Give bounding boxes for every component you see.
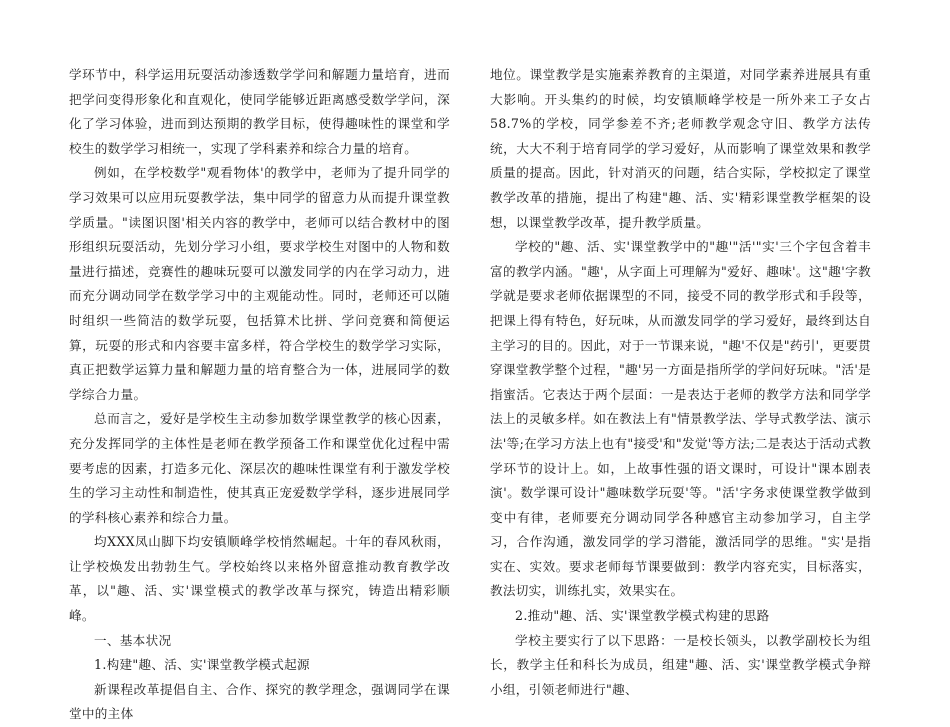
paragraph-three-words: 学校的"趣、活、实'课堂教学中的"趣'"活'"实'三个字包含着丰富的教学内涵。"趣'，从字面上可理解为"爱好、趣味'。这"趣'字教学就是要求老师依据课型的不同，接受不同的教学形式和手段等，把课上得有特色，好玩味，从而激发同学的学习爱好，最终到达自主学习的目的。因此，对于一节课来说，"趣'不仅是"药引'，更要贯穿课堂教学整个过程，"趣'另一方面是指所学的学问好玩味。"活'是指蜜活。它表达于两个层面：一是表达于老师的教学方法和同学学法上的灵敏多样。如在教法上有"情景教学法、学导式教学法、演示法'等;在学习方法上也有"接受'和"发觉'等方法;二是表达于活动式教学环节的设计上。如，上故事性强的语文课时，可设计"课本剧表演'。数学课可设计"趣味数学玩耍'等。"活'字务求使课堂教学做到变中有律，老师要充分调动同学各种感官主动参加学习，自主学习，合作沟通，激发同学的学习潜能，激活同学的思维。"实'是指实在、实效。要求老师每节课要做到：教学内容充实，目标落实，教法切实，训练扎实，效果实在。 (490, 239, 871, 599)
paragraph-school-intro: 均XXX凤山脚下均安镇顺峰学校悄然崛起。十年的春风秋雨，让学校焕发出勃勃生气。学校始终以来格外留意推动教育教学改革，以"趣、活、实'课堂模式的教学改革与探究，铸造出精彩顺峰。 (69, 534, 450, 624)
paragraph-continued: 学环节中，科学运用玩耍活动渗透数学学问和解题力量培育，进而把学问变得形象化和直观化，使同学能够近距离感受数学学问，深化了学习体验，进而到达预期的教学目标，使得趣味性的课堂和学校生的数学学习相统一，实现了学科素养和综合力量的培育。 (69, 67, 450, 156)
paragraph-approach: 学校主要实行了以下思路：一是校长领头，以教学副校长为组长，教学主任和科长为成员，组建"趣、活、实'课堂教学模式争辩小组，引领老师进行"趣、 (490, 632, 871, 697)
left-column (69, 63, 450, 727)
paragraph-continued-right: 地位。课堂教学是实施素养教育的主渠道，对同学素养进展具有重大影响。开头集约的时候，均安镇顺峰学校是一所外来工子女占58.7%的学校，同学参差不齐;老师教学观念守旧、教学方法传统，大大不利于培育同学的学习爱好，从而影响了课堂效果和教学质量的提高。因此，针对消灭的问题，结合实际，学校拟定了课堂教学改革的措施，提出了构建"趣、活、实'精彩课堂教学框架的设想，以课堂教学改革，提升教学质量。 (490, 67, 871, 230)
paragraph-summary: 总而言之，爱好是学校生主动参加数学课堂教学的核心因素，充分发挥同学的主体性是老师在教学预备工作和课堂优化过程中需要考虑的因素，打造多元化、深层次的趣味性课堂有利于激发学校生的学习主动性和制造性，使其真正宠爱数学学科，逐步进展同学的学科核心素养和综合力量。 (69, 411, 450, 525)
right-column (490, 63, 871, 702)
subsection-heading-origin: 1.构建"趣、活、实'课堂教学模式起源 (94, 657, 310, 673)
section-heading-basic: 一、基本状况 (94, 632, 172, 648)
paragraph-example: 例如，在学校数学"观看物体'的教学中，老师为了提升同学的学习效果可以应用玩耍教学法，集中同学的留意力从而提升课堂教学质量。"读图识图'相关内容的教学中，老师可以结合教材中的图形组织玩耍活动，先划分学习小组，要求学校生对图中的人物和数量进行描述，竞赛性的趣味玩耍可以激发同学的内在学习动力，进而充分调动同学在数学学习中的主观能动性。同时，老师还可以随时组织一些简洁的数学玩耍，包括算术比拼、学问竞赛和简便运算，玩耍的形式和内容要丰富多样，符合学校生的数学学习实际，真正把数学运算力量和解题力量的培育整合为一体，进展同学的数学综合力量。 (69, 165, 450, 402)
paragraph-curriculum-reform: 新课程改革提倡自主、合作、探究的教学理念，强调同学在课堂中的主体 (69, 681, 450, 722)
subsection-heading-approach: 2.推动"趣、活、实'课堂教学模式构建的思路 (515, 608, 770, 624)
